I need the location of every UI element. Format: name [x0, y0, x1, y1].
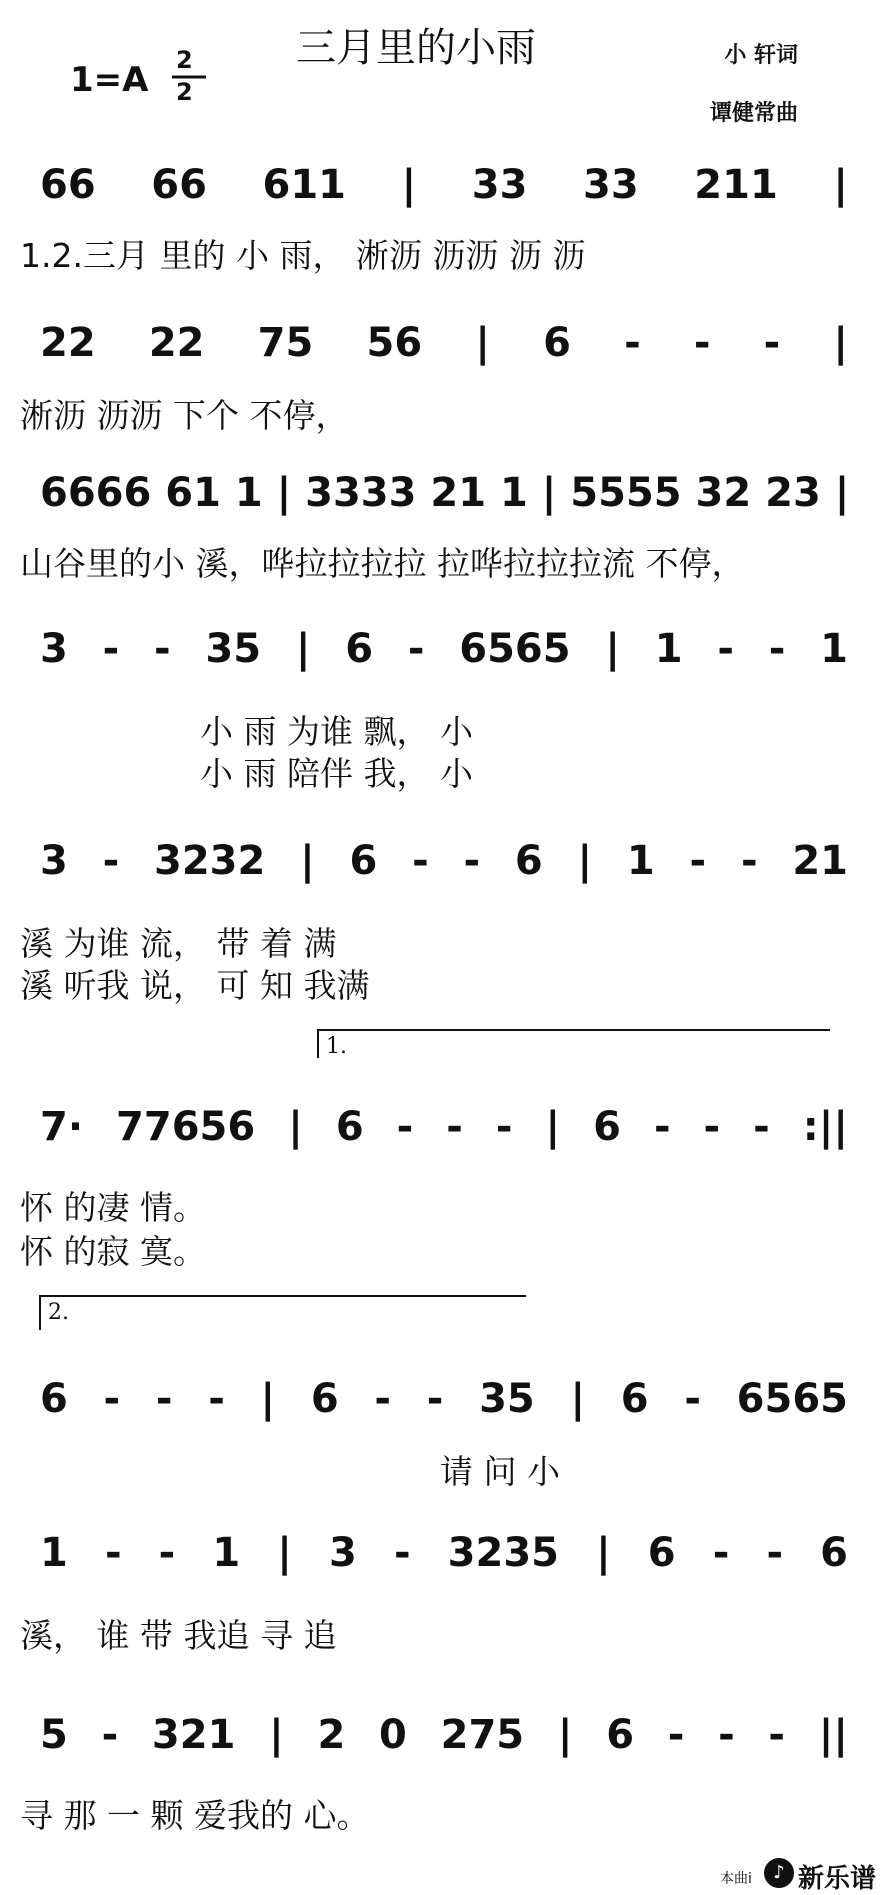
lyricist-credit: 小 轩词	[724, 43, 798, 68]
meter-top: 2	[176, 46, 193, 74]
notation-system-5: 3 - 3232 | 6 - - 6 | 1 - - 21	[40, 838, 848, 884]
notation-system-2: 22 22 75 56 | 6 - - - |	[40, 320, 848, 366]
notation-system-1: 66 66 611 | 33 33 211 |	[40, 162, 848, 208]
lyric-line-7: 请 问 小	[440, 1452, 560, 1491]
footer-stamp: 本曲i	[720, 1871, 752, 1887]
meter-bottom: 2	[176, 78, 193, 106]
note-logo-icon: ♪	[764, 1858, 794, 1888]
volta-2-label: 2.	[48, 1300, 69, 1325]
composer-credit: 谭健常曲	[709, 101, 798, 126]
lyric-line-3: 山谷里的小 溪，哗拉拉拉拉 拉哗拉拉拉流 不停，	[20, 544, 745, 583]
lyric-line-1: 1.2.三月 里的 小 雨， 淅沥 沥沥 沥 沥	[20, 236, 586, 275]
notation-system-4: 3 - - 35 | 6 - 6565 | 1 - - 1	[40, 626, 848, 672]
lyric-line-4a: 小 雨 为谁 飘， 小	[200, 712, 473, 751]
lyric-line-5b: 溪 听我 说， 可 知 我满	[20, 966, 370, 1005]
notation-system-7: 6 - - - | 6 - - 35 | 6 - 6565	[40, 1376, 848, 1422]
lyric-line-6a: 怀 的凄 情。	[20, 1188, 206, 1227]
notation-system-8: 1 - - 1 | 3 - 3235 | 6 - - 6	[40, 1530, 848, 1576]
lyric-line-2: 淅沥 沥沥 下个 不停，	[20, 396, 349, 435]
notation-system-3: 6666 61 1 | 3333 21 1 | 5555 32 23 |	[40, 470, 850, 516]
song-title: 三月里的小雨	[296, 25, 536, 71]
notation-system-9: 5 - 321 | 2 0 275 | 6 - - - ||	[40, 1712, 848, 1758]
lyric-line-6b: 怀 的寂 寞。	[20, 1232, 206, 1271]
footer-brand: 新乐谱	[798, 1864, 877, 1894]
lyric-line-4b: 小 雨 陪伴 我， 小	[200, 754, 473, 793]
lyric-line-5a: 溪 为谁 流， 带 着 满	[20, 924, 337, 963]
volta-1-label: 1.	[326, 1034, 347, 1059]
notation-system-6: 7· 77656 | 6 - - - | 6 - - - :||	[40, 1104, 848, 1150]
key-signature: 1=A	[70, 60, 149, 100]
lyric-line-9: 寻 那 一 颗 爱我的 心。	[20, 1796, 370, 1835]
lyric-line-8: 溪， 谁 带 我追 寻 追	[20, 1616, 337, 1655]
